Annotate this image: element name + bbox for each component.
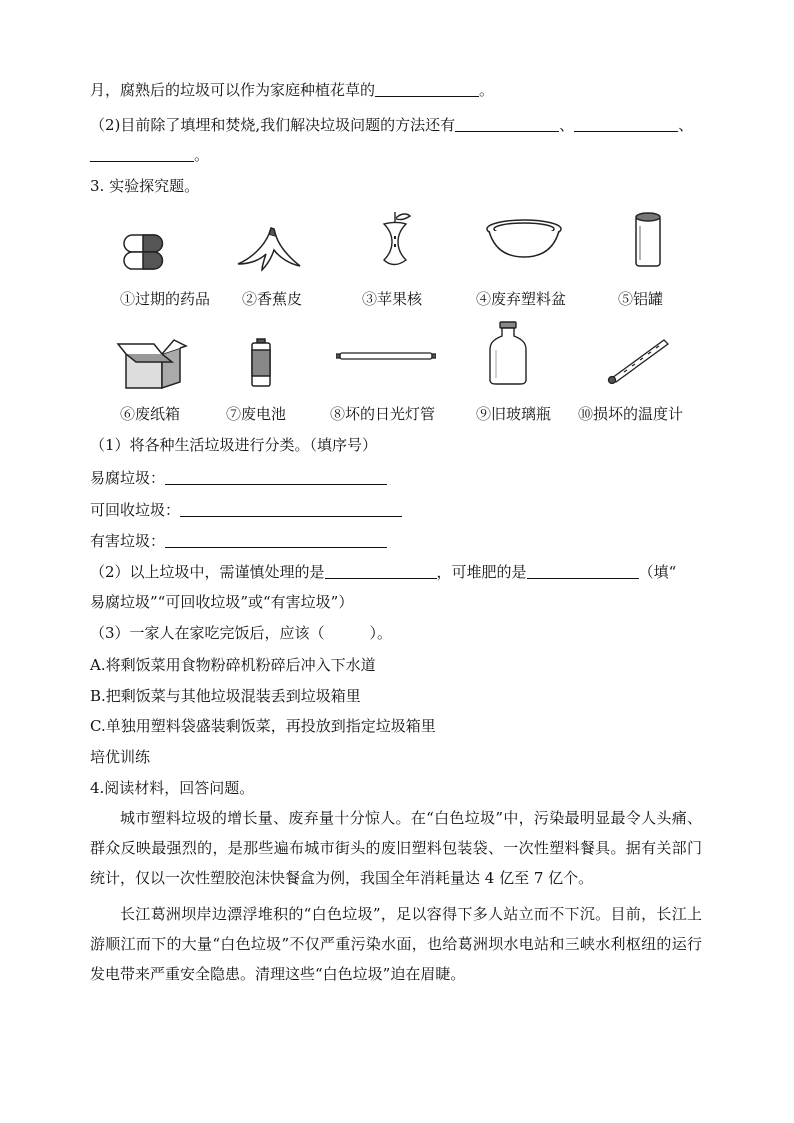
banana-peel-icon (234, 226, 304, 272)
cat3-label: 有害垃圾： (90, 532, 166, 550)
item-7-label: ⑦废电池 (226, 405, 287, 423)
cardboard-box-icon (116, 338, 188, 390)
sub2-text-b: ，可堆肥的是 (436, 563, 527, 581)
answer-blank[interactable] (180, 500, 402, 517)
punct: 、 (678, 116, 694, 134)
q3-title: 3. 实验探究题。 (90, 177, 200, 195)
q2-line1 (90, 80, 494, 100)
q3-sub2 (90, 562, 676, 582)
q2-line1-text: 月，腐熟后的垃圾可以作为家庭种植花草的 (90, 81, 376, 99)
sub2-text-c: （填“ (638, 563, 677, 581)
option-b: B.把剩饭菜与其他垃圾混装丢到垃圾箱里 (90, 687, 361, 705)
section-heading: 培优训练 (90, 748, 151, 766)
answer-blank[interactable] (455, 115, 559, 132)
sub2-text-a: （2）以上垃圾中，需谨慎处理的是 (90, 563, 325, 581)
q2-line2-text: （2)目前除了填埋和焚烧,我们解决垃圾问题的方法还有 (90, 116, 456, 134)
thermometer-icon (604, 334, 670, 384)
cat2-label: 可回收垃圾： (90, 501, 181, 519)
item-9-label: ⑨旧玻璃瓶 (476, 405, 552, 423)
apple-core-icon (376, 210, 414, 272)
q3-cat3-row (90, 531, 387, 551)
q3-sub3: （3）一家人在家吃完饭后，应该（ ）。 (90, 624, 393, 642)
punct: 。 (479, 81, 495, 99)
answer-blank[interactable] (165, 468, 387, 485)
q3-cat2-row (90, 500, 402, 520)
answer-blank[interactable] (165, 531, 387, 548)
item-3-label: ③苹果核 (362, 290, 423, 308)
item-1-label: ①过期的药品 (120, 290, 211, 308)
q3-sub1: （1）将各种生活垃圾进行分类。（填序号） (90, 436, 378, 454)
aluminum-can-icon (632, 210, 664, 270)
cat1-label: 易腐垃圾： (90, 469, 166, 487)
plastic-basin-icon (484, 217, 564, 261)
q4-title: 4.阅读材料，回答问题。 (90, 779, 255, 797)
item-4-label: ④废弃塑料盆 (476, 290, 567, 308)
answer-blank[interactable] (325, 562, 437, 579)
option-c: C.单独用塑料袋盛装剩饭菜，再投放到指定垃圾箱里 (90, 717, 436, 735)
punct: 。 (194, 146, 210, 164)
battery-icon (250, 338, 272, 388)
answer-blank[interactable] (574, 115, 678, 132)
punct: 、 (559, 116, 575, 134)
q2-line3 (90, 145, 209, 165)
q3-sub2-line2: 易腐垃圾”“可回收垃圾”或“有害垃圾”） (90, 593, 354, 611)
option-a: A.将剩饭菜用食物粉碎机粉碎后冲入下水道 (90, 656, 376, 674)
item-6-label: ⑥废纸箱 (120, 405, 181, 423)
item-8-label: ⑧坏的日光灯管 (330, 405, 436, 423)
item-5-label: ⑤铝罐 (618, 290, 664, 308)
item-2-label: ②香蕉皮 (242, 290, 303, 308)
item-10-label: ⑩损坏的温度计 (578, 405, 684, 423)
pill-capsules-icon (120, 232, 170, 272)
answer-blank[interactable] (90, 145, 194, 162)
q3-cat1-row (90, 468, 387, 488)
answer-blank[interactable] (375, 80, 479, 97)
answer-blank[interactable] (527, 562, 639, 579)
q4-paragraph-1: 城市塑料垃圾的增长量、废弃量十分惊人。在“白色垃圾”中，污染最明显最令人头痛、群众反映最强烈的，是那些遍布城市街头的废旧塑料包装袋、一次性塑料餐具。据有关部门统计，仅以一次性塑胶泡沫快餐盒为例，我国全年消耗量达 4 亿至 7 亿个。 (90, 809, 702, 887)
glass-bottle-icon (486, 320, 530, 386)
q2-line2 (90, 115, 693, 135)
q4-paragraph-2: 长江葛洲坝岸边漂浮堆积的“白色垃圾”，足以容得下多人站立而不下沉。目前，长江上游顺江而下的大量“白色垃圾”不仅严重污染水面，也给葛洲坝水电站和三峡水利枢纽的运行发电带来严重安全隐患。清理这些“白色垃圾”迫在眉睫。 (90, 905, 702, 983)
fluorescent-tube-icon (336, 350, 436, 362)
